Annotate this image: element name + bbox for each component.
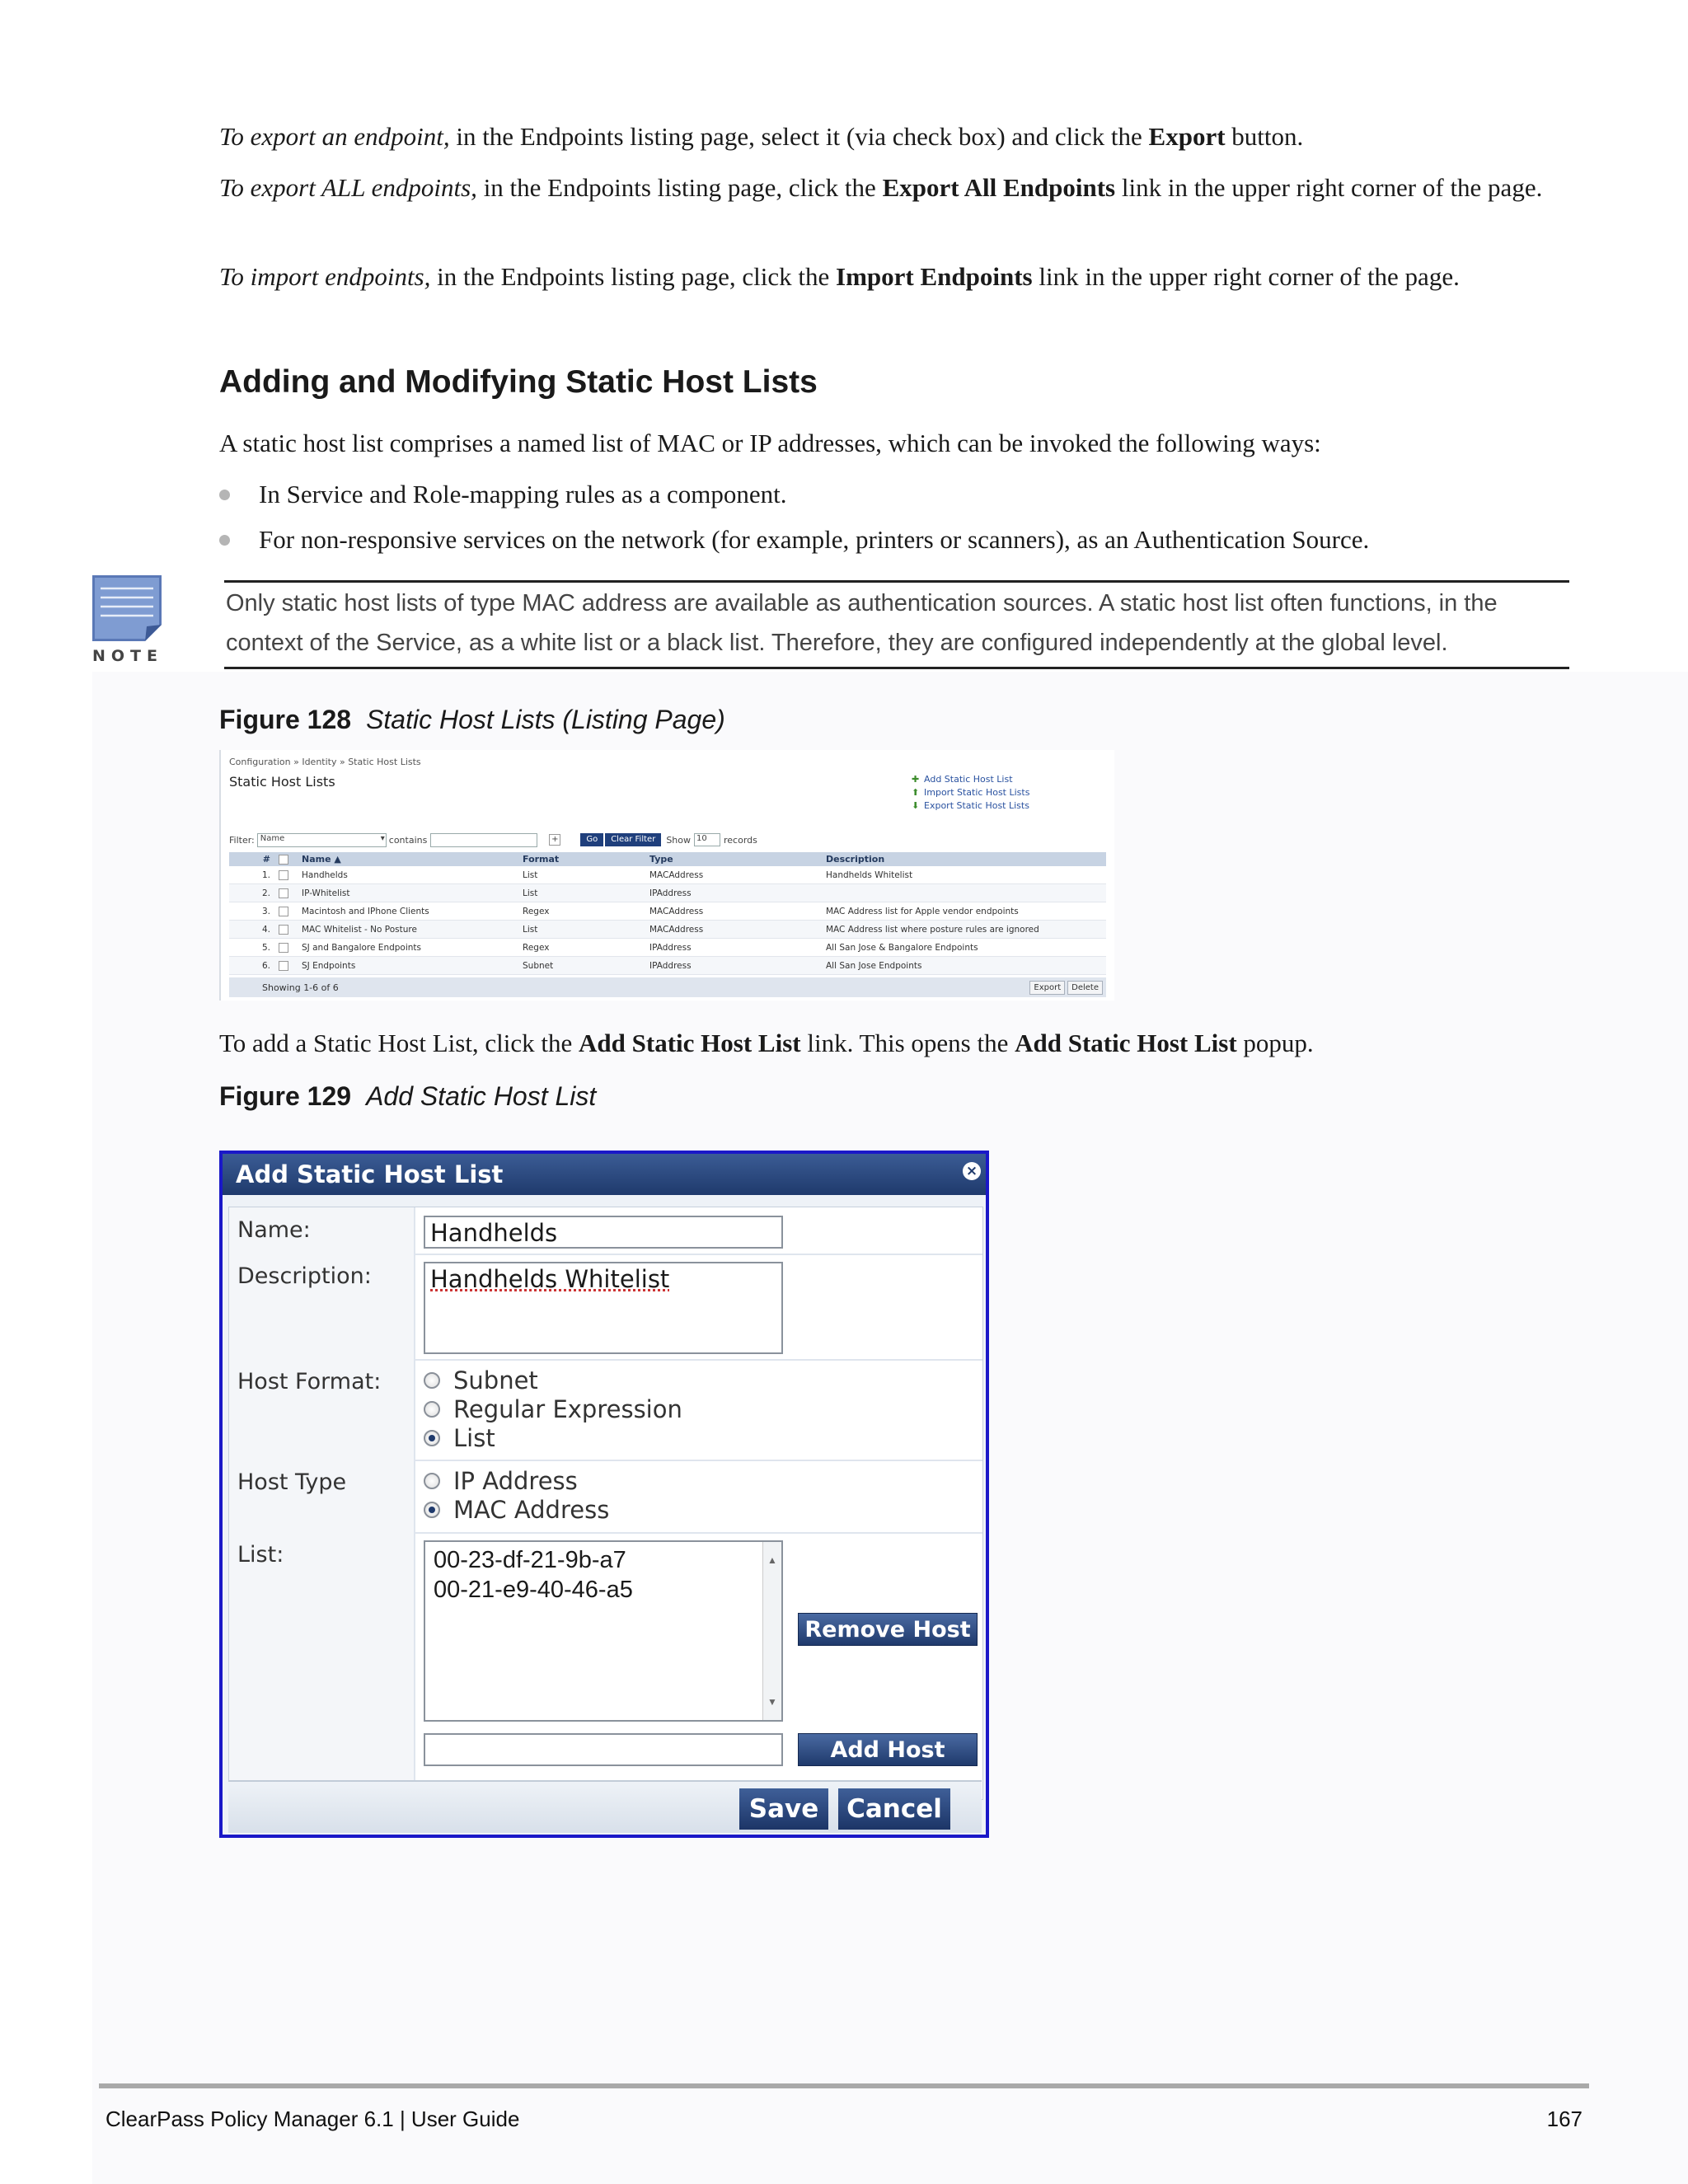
add-static-host-list-dialog (219, 1151, 989, 1838)
add-static-host-list-paragraph: To add a Static Host List, click the Add Static Host List link. This opens the Add Static Host List popup. (219, 1029, 1314, 1057)
filter-bar: Filter: Name ▾ contains + Go Clear Filter Show 10 records (229, 831, 757, 849)
list-item[interactable]: 00-21-e9-40-46-a5 (434, 1577, 633, 1603)
note-icon (92, 575, 163, 664)
description-label: Description: (229, 1254, 415, 1359)
svg-text:NOTE: NOTE (92, 647, 163, 664)
radio-ip-address[interactable]: IP Address (424, 1466, 609, 1495)
footer-rule (99, 2083, 1589, 2088)
name-input[interactable]: Handhelds (424, 1216, 783, 1249)
add-static-host-list-link[interactable]: ✚ Add Static Host List (912, 773, 1013, 785)
action-links (912, 772, 1029, 812)
bullet-dot-icon (219, 535, 230, 546)
filter-field-select[interactable]: Name ▾ (257, 833, 387, 847)
host-type-row (229, 1460, 982, 1534)
table-row[interactable]: 3. Macintosh and IPhone Clients Regex MACAddress MAC Address list for Apple vendor endpoints (229, 902, 1106, 921)
row-checkbox[interactable] (279, 943, 288, 953)
list-item[interactable]: 00-23-df-21-9b-a7 (434, 1547, 626, 1573)
close-icon[interactable]: × (963, 1162, 981, 1180)
add-icon: ✚ (912, 773, 920, 785)
cancel-button[interactable]: Cancel (838, 1788, 950, 1830)
radio-mac-address[interactable]: MAC Address (424, 1495, 609, 1524)
host-list-box[interactable] (424, 1540, 783, 1722)
dialog-title: Add Static Host List (223, 1154, 986, 1195)
row-checkbox[interactable] (279, 925, 288, 935)
export-all-paragraph: To export ALL endpoints, in the Endpoints listing page, click the Export All Endpoints link in the upper right corner of the page. (219, 173, 1543, 202)
import-icon: ⬆ (912, 786, 920, 798)
import-static-host-lists-link[interactable]: ⬆ Import Static Host Lists (912, 786, 1030, 798)
breadcrumb[interactable]: Configuration » Identity » Static Host Lists (229, 757, 421, 767)
page-title: Static Host Lists (229, 774, 335, 790)
filter-input[interactable] (430, 833, 537, 847)
list-label: List: (229, 1532, 415, 1781)
add-filter-icon[interactable]: + (549, 834, 560, 846)
bullet-dot-icon (219, 490, 230, 500)
host-format-label: Host Format: (229, 1359, 415, 1460)
list-row (229, 1532, 982, 1781)
note-box: Only static host lists of type MAC address are available as authentication sources. A static host list often functions, in the context of the Service, as a white list or a black list. Therefore, they are configured independently at the global level. (224, 580, 1569, 669)
host-format-row (229, 1359, 982, 1461)
table-row[interactable]: 4. MAC Whitelist - No Posture List MACAddress MAC Address list where posture rules are ignored (229, 921, 1106, 939)
section-heading: Adding and Modifying Static Host Lists (219, 364, 818, 400)
dialog-footer (228, 1780, 982, 1833)
export-button[interactable]: Export (1029, 981, 1065, 995)
go-button[interactable]: Go (580, 833, 603, 846)
table-row[interactable]: 5. SJ and Bangalore Endpoints Regex IPAddress All San Jose & Bangalore Endpoints (229, 939, 1106, 957)
row-checkbox[interactable] (279, 961, 288, 971)
select-all-checkbox[interactable] (279, 855, 288, 865)
name-row (229, 1207, 982, 1255)
dialog-form (228, 1207, 983, 1800)
table-row[interactable]: 6. SJ Endpoints Subnet IPAddress All San Jose Endpoints (229, 957, 1106, 975)
remove-host-button[interactable]: Remove Host (798, 1613, 978, 1646)
clear-filter-button[interactable]: Clear Filter (605, 833, 661, 846)
table-row[interactable]: 2. IP-Whitelist List IPAddress (229, 884, 1106, 902)
figure-129-caption: Figure 129 Add Static Host List (219, 1081, 597, 1111)
delete-button[interactable]: Delete (1067, 981, 1103, 995)
host-type-label: Host Type (229, 1460, 415, 1532)
export-icon: ⬇ (912, 799, 920, 811)
export-endpoint-paragraph: To export an endpoint, in the Endpoints listing page, select it (via check box) and click the Export button. (219, 122, 1304, 151)
table-row[interactable]: 1. Handhelds List MACAddress Handhelds Whitelist (229, 866, 1106, 884)
column-header-name[interactable]: Name ▲ (298, 852, 519, 866)
figure-128-caption: Figure 128 Static Host Lists (Listing Page) (219, 705, 725, 734)
radio-subnet[interactable]: Subnet (424, 1366, 682, 1394)
radio-button[interactable] (424, 1401, 440, 1418)
new-host-input[interactable] (424, 1733, 783, 1766)
export-static-host-lists-link[interactable]: ⬇ Export Static Host Lists (912, 799, 1029, 811)
static-host-lists-table: # Name ▲ Format Type Description 1. Handhelds List MACAddress Handhelds Whitelist 2. IP-Whitelist List IPAddress 3. Macintosh and IPhone Clients Regex MACAddress MAC Address list for Apple vendor endpoints 4. MAC Whitelist - No Posture List MACAddress MAC Address list where posture rules are ignored 5. SJ and Bangalore Endpoints Regex IPAddress All San Jose & Bangalore Endpoints 6. SJ Endpoints Subnet IPAddress All San Jose Endpoints (229, 852, 1106, 975)
section-body: A static host list comprises a named list of MAC or IP addresses, which can be invoked the following ways: (219, 429, 1321, 457)
radio-button-selected[interactable] (424, 1430, 440, 1446)
name-label: Name: (229, 1207, 415, 1254)
import-paragraph: To import endpoints, in the Endpoints listing page, click the Import Endpoints link in the upper right corner of the page. (219, 262, 1460, 291)
footer-title: ClearPass Policy Manager 6.1 | User Guide (106, 2107, 520, 2131)
description-row (229, 1254, 982, 1361)
description-textarea[interactable]: Handhelds Whitelist (424, 1262, 783, 1354)
radio-button[interactable] (424, 1473, 440, 1489)
list-scrollbar[interactable]: ▲ ▼ (762, 1542, 781, 1720)
row-checkbox[interactable] (279, 907, 288, 916)
radio-list[interactable]: List (424, 1423, 682, 1452)
radio-regular-expression[interactable]: Regular Expression (424, 1394, 682, 1423)
save-button[interactable]: Save (739, 1788, 828, 1830)
radio-button-selected[interactable] (424, 1502, 440, 1518)
static-host-lists-screenshot (219, 750, 1114, 1001)
table-footer: Showing 1-6 of 6 Export Delete (229, 977, 1106, 997)
add-host-button[interactable]: Add Host (798, 1733, 978, 1766)
records-count-select[interactable]: 10 (694, 833, 720, 846)
row-checkbox[interactable] (279, 870, 288, 880)
page-number: 167 (1546, 2107, 1582, 2131)
row-checkbox[interactable] (279, 888, 288, 898)
radio-button[interactable] (424, 1372, 440, 1389)
